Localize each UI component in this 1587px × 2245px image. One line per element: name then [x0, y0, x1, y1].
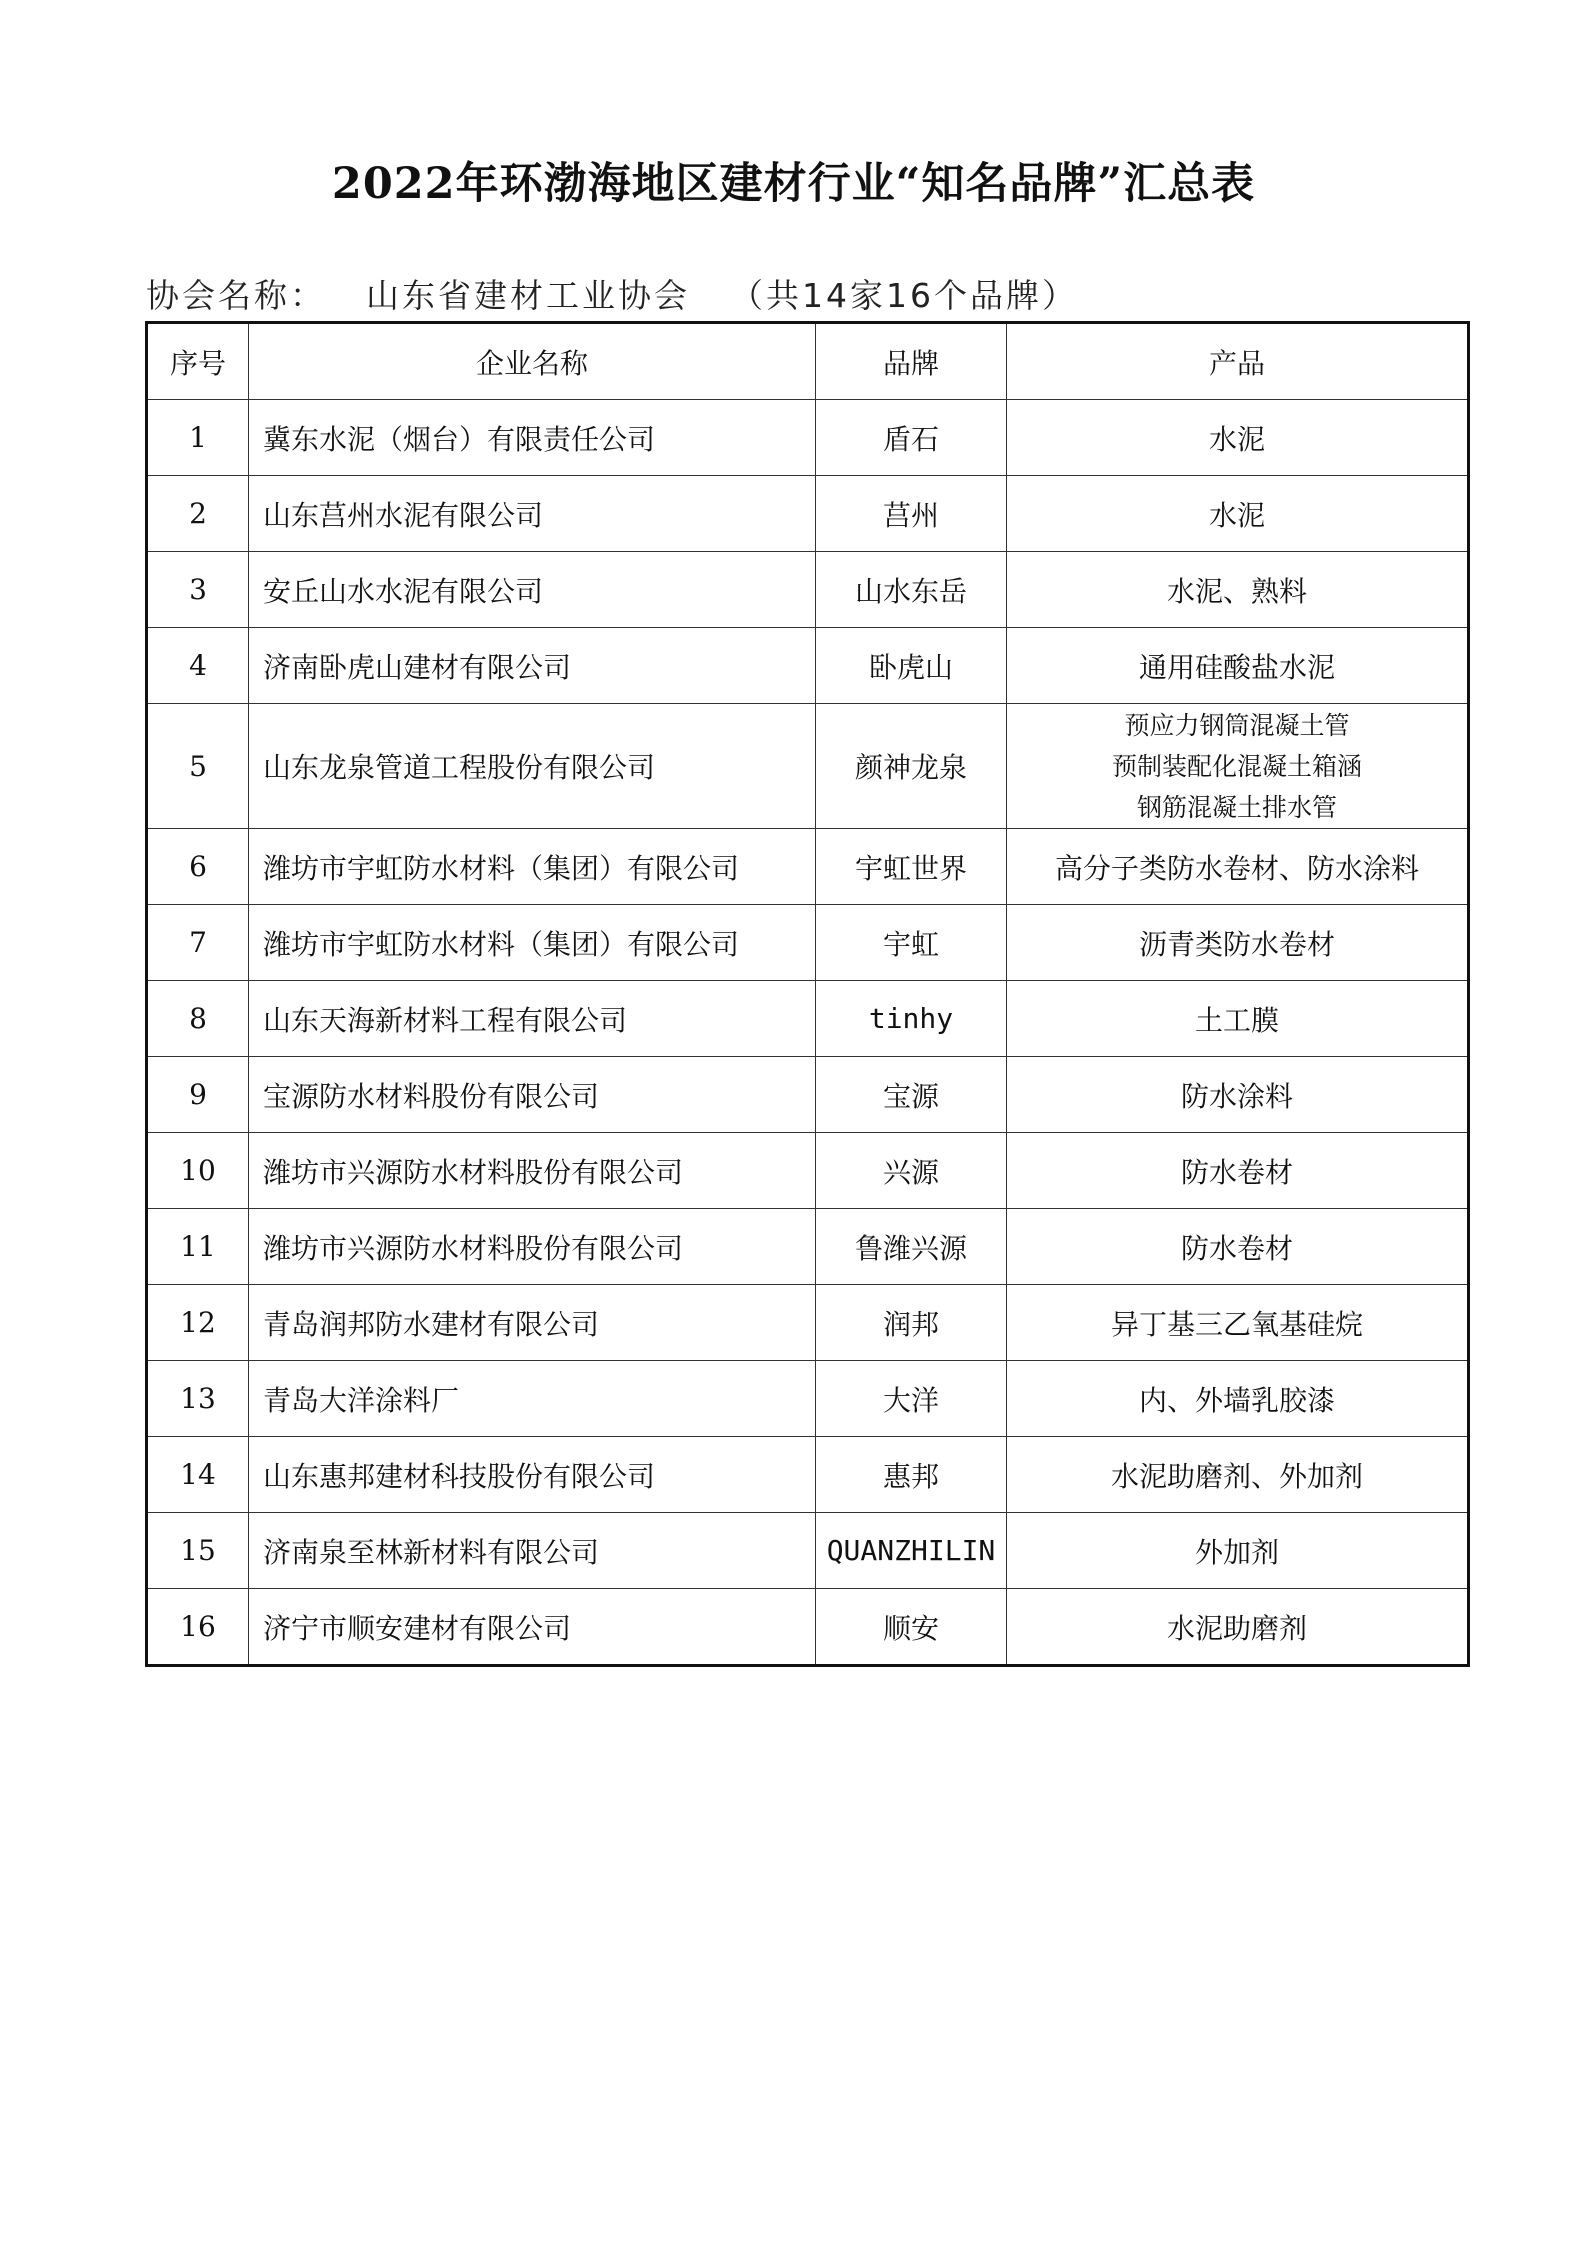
company-name: 济南泉至林新材料有限公司 — [249, 1513, 816, 1589]
product-line: 预制装配化混凝土箱涵 — [1111, 751, 1362, 781]
association-line — [146, 270, 1078, 317]
company-name: 青岛润邦防水建材有限公司 — [249, 1285, 816, 1361]
brand-name: 卧虎山 — [816, 628, 1007, 704]
row-number: 9 — [147, 1057, 249, 1133]
row-number: 14 — [147, 1437, 249, 1513]
brand-name: 莒州 — [816, 476, 1007, 552]
company-name: 潍坊市兴源防水材料股份有限公司 — [249, 1133, 816, 1209]
company-name: 青岛大洋涂料厂 — [249, 1361, 816, 1437]
table-row — [147, 628, 1469, 704]
table-row — [147, 1589, 1469, 1666]
company-name: 山东莒州水泥有限公司 — [249, 476, 816, 552]
row-number: 1 — [147, 400, 249, 476]
product-name: 防水卷材 — [1007, 1133, 1469, 1209]
brand-name: 山水东岳 — [816, 552, 1007, 628]
product-name: 沥青类防水卷材 — [1007, 905, 1469, 981]
product-name: 高分子类防水卷材、防水涂料 — [1007, 829, 1469, 905]
company-name: 宝源防水材料股份有限公司 — [249, 1057, 816, 1133]
product-name: 水泥助磨剂、外加剂 — [1007, 1437, 1469, 1513]
company-name: 山东龙泉管道工程股份有限公司 — [249, 704, 816, 829]
table-row — [147, 552, 1469, 628]
table-row — [147, 1133, 1469, 1209]
company-name: 潍坊市宇虹防水材料（集团）有限公司 — [249, 829, 816, 905]
row-number: 8 — [147, 981, 249, 1057]
table-row — [147, 1209, 1469, 1285]
brand-name: 鲁潍兴源 — [816, 1209, 1007, 1285]
table-row — [147, 704, 1469, 829]
row-number: 3 — [147, 552, 249, 628]
table-row — [147, 829, 1469, 905]
row-number: 5 — [147, 704, 249, 829]
product-name: 异丁基三乙氧基硅烷 — [1007, 1285, 1469, 1361]
company-name: 山东天海新材料工程有限公司 — [249, 981, 816, 1057]
brand-name: 润邦 — [816, 1285, 1007, 1361]
table-row — [147, 981, 1469, 1057]
table-row — [147, 476, 1469, 552]
brand-name: 盾石 — [816, 400, 1007, 476]
header-company: 企业名称 — [249, 323, 816, 400]
brand-name: 大洋 — [816, 1361, 1007, 1437]
product-name: 内、外墙乳胶漆 — [1007, 1361, 1469, 1437]
table-row — [147, 1513, 1469, 1589]
product-name: 水泥 — [1007, 476, 1469, 552]
company-name: 潍坊市宇虹防水材料（集团）有限公司 — [249, 905, 816, 981]
product-name: 防水涂料 — [1007, 1057, 1469, 1133]
product-name: 水泥、熟料 — [1007, 552, 1469, 628]
company-name: 潍坊市兴源防水材料股份有限公司 — [249, 1209, 816, 1285]
product-name: 防水卷材 — [1007, 1209, 1469, 1285]
row-number: 6 — [147, 829, 249, 905]
brand-name: 宇虹世界 — [816, 829, 1007, 905]
company-name: 安丘山水水泥有限公司 — [249, 552, 816, 628]
company-name: 冀东水泥（烟台）有限责任公司 — [249, 400, 816, 476]
brand-name: 惠邦 — [816, 1437, 1007, 1513]
product-line: 预应力钢筒混凝土管 — [1124, 710, 1350, 740]
association-count: （共14家16个品牌） — [730, 276, 1078, 315]
product-name: 水泥 — [1007, 400, 1469, 476]
product-name: 水泥助磨剂 — [1007, 1589, 1469, 1666]
company-name: 济宁市顺安建材有限公司 — [249, 1589, 816, 1666]
row-number: 16 — [147, 1589, 249, 1666]
page-title: 2022年环渤海地区建材行业“知名品牌”汇总表 — [331, 159, 1256, 209]
row-number: 12 — [147, 1285, 249, 1361]
company-name: 济南卧虎山建材有限公司 — [249, 628, 816, 704]
table-row — [147, 1361, 1469, 1437]
brand-name: QUANZHILIN — [816, 1513, 1007, 1589]
header-brand: 品牌 — [816, 323, 1007, 400]
header-no: 序号 — [147, 323, 249, 400]
table-header-row — [147, 323, 1469, 400]
brand-name: 兴源 — [816, 1133, 1007, 1209]
table-row — [147, 400, 1469, 476]
row-number: 4 — [147, 628, 249, 704]
table-row — [147, 1285, 1469, 1361]
row-number: 11 — [147, 1209, 249, 1285]
table-row — [147, 905, 1469, 981]
table-body — [147, 400, 1469, 1666]
brand-name: 宝源 — [816, 1057, 1007, 1133]
product-name: 土工膜 — [1007, 981, 1469, 1057]
table-row — [147, 1057, 1469, 1133]
product-name: 外加剂 — [1007, 1513, 1469, 1589]
product-line: 钢筋混凝土排水管 — [1136, 792, 1337, 822]
row-number: 7 — [147, 905, 249, 981]
brand-name: 宇虹 — [816, 905, 1007, 981]
brand-name: 顺安 — [816, 1589, 1007, 1666]
row-number: 2 — [147, 476, 249, 552]
product-name: 通用硅酸盐水泥 — [1007, 628, 1469, 704]
row-number: 10 — [147, 1133, 249, 1209]
association-label: 协会名称： — [146, 276, 326, 315]
header-product: 产品 — [1007, 323, 1469, 400]
product-cell — [1007, 704, 1469, 829]
row-number: 15 — [147, 1513, 249, 1589]
brand-name: 颜神龙泉 — [816, 704, 1007, 829]
table-row — [147, 1437, 1469, 1513]
brand-name: tinhy — [816, 981, 1007, 1057]
association-name: 山东省建材工业协会 — [366, 276, 690, 315]
brand-summary-table — [145, 321, 1470, 1667]
row-number: 13 — [147, 1361, 249, 1437]
company-name: 山东惠邦建材科技股份有限公司 — [249, 1437, 816, 1513]
